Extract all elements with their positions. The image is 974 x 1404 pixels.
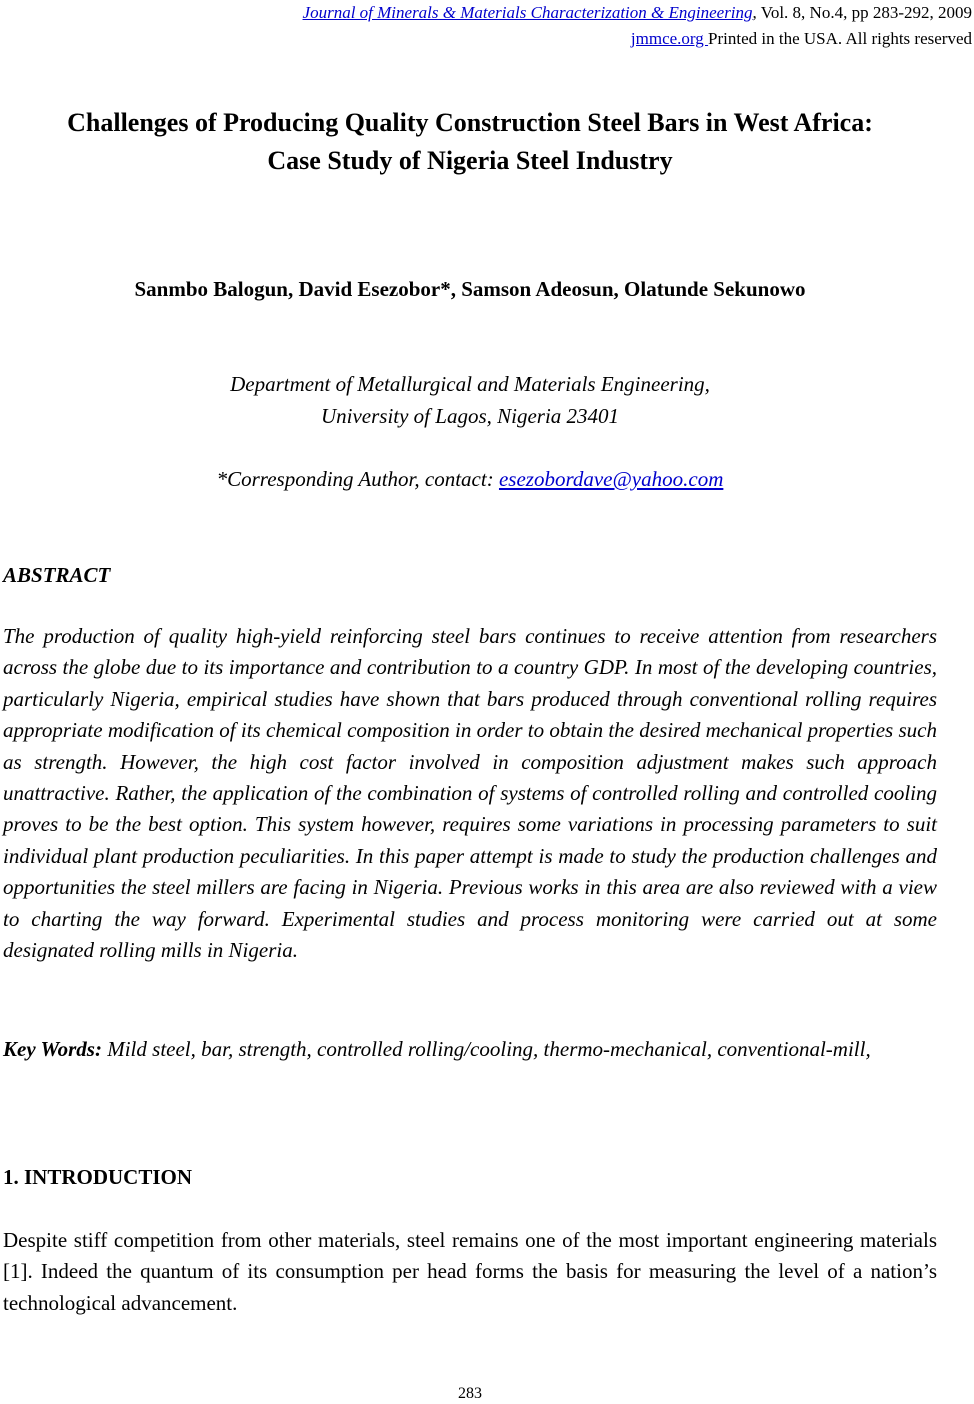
title-line-1: Challenges of Producing Quality Construction Steel Bars in West Africa: bbox=[67, 108, 873, 137]
keywords bbox=[3, 1034, 937, 1065]
affiliation-line-2: University of Lagos, Nigeria 23401 bbox=[320, 404, 620, 428]
affiliation-line-1: Department of Metallurgical and Materials Engineering, bbox=[230, 372, 710, 396]
introduction-text: Despite stiff competition from other materials, steel remains one of the most important engineering materials [1]. Indeed the quantum of its consumption per head forms the basis for measuring the level of a nation’s technological advancement. bbox=[3, 1228, 937, 1315]
introduction-heading: 1. INTRODUCTION bbox=[3, 1165, 193, 1189]
corresponding-author bbox=[0, 464, 940, 494]
page-number: 283 bbox=[458, 1385, 482, 1402]
contact-label: *Corresponding Author, contact: bbox=[216, 467, 499, 491]
abstract-text: The production of quality high-yield reinforcing steel bars continues to receive attention from researchers across the globe due to its importance and contribution to a country GDP. In most of the developing countries, particularly Nigeria, empirical studies have shown that bars produced through conventional rolling requires appropriate modification of its chemical composition in order to obtain the desired mechanical properties such as strength. However, the high cost factor involved in composition adjustment makes such approach unattractive. Rather, the application of the combination of systems of controlled rolling and controlled cooling proves to be the best option. This system however, requires some variations in processing parameters to suit individual plant production peculiarities. In this paper attempt is made to study the production challenges and opportunities the steel millers are facing in Nigeria. Previous works in this area are also reviewed with a view to charting the way forward. Experimental studies and process monitoring were carried out at some designated rolling mills in Nigeria. bbox=[3, 624, 937, 963]
journal-site-line bbox=[303, 26, 972, 52]
journal-name-link[interactable]: Journal of Minerals & Materials Characterization & Engineering bbox=[302, 3, 753, 22]
volume-info: , Vol. 8, No.4, pp 283-292, 2009 bbox=[752, 3, 972, 22]
journal-citation-line bbox=[303, 0, 972, 26]
paper-title bbox=[0, 104, 940, 180]
keywords-label: Key Words: bbox=[3, 1037, 102, 1061]
rights-statement: Printed in the USA. All rights reserved bbox=[708, 29, 972, 48]
journal-site-link[interactable]: jmmce.org bbox=[630, 29, 709, 48]
journal-header bbox=[303, 0, 972, 52]
title-line-2: Case Study of Nigeria Steel Industry bbox=[267, 146, 673, 175]
abstract-heading: ABSTRACT bbox=[3, 563, 111, 587]
author-list: Sanmbo Balogun, David Esezobor*, Samson Adeosun, Olatunde Sekunowo bbox=[134, 277, 806, 301]
keywords-text: Mild steel, bar, strength, controlled rolling/cooling, thermo-mechanical, conventional-mill, bbox=[101, 1037, 871, 1061]
affiliation bbox=[0, 368, 940, 432]
contact-email-link[interactable]: esezobordave@yahoo.com bbox=[498, 467, 724, 491]
